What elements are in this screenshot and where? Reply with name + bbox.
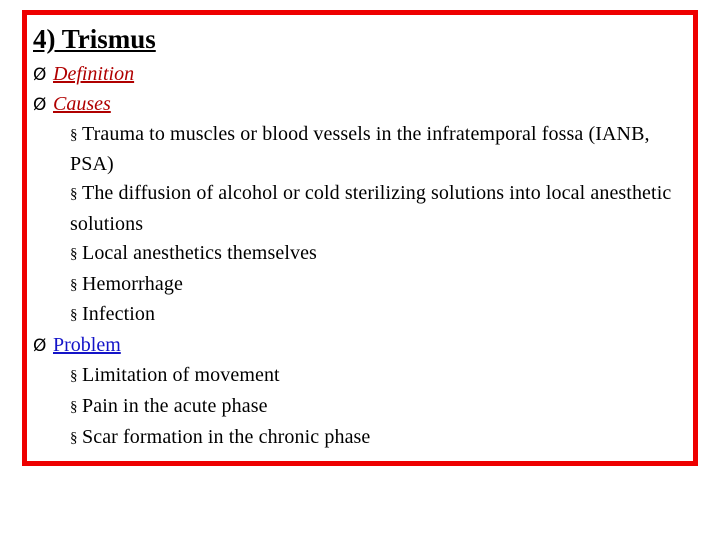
- problem-item: [33, 331, 673, 361]
- cause-item: [70, 300, 673, 331]
- problem-label: Problem: [53, 334, 121, 357]
- cause-text: Local anesthetics themselves: [82, 241, 317, 264]
- problem-text: Limitation of movement: [82, 363, 280, 386]
- cause-item: [70, 120, 673, 180]
- square-bullet-icon: §: [70, 367, 78, 384]
- problem-point: [70, 392, 673, 423]
- square-bullet-icon: §: [70, 276, 78, 293]
- cause-item: [70, 270, 673, 301]
- problem-text: Scar formation in the chronic phase: [82, 425, 371, 448]
- cause-text: The diffusion of alcohol or cold sterilizing solutions into local anesthetic solutions: [70, 182, 672, 235]
- slide-title: 4) Trismus: [33, 24, 156, 54]
- square-bullet-icon: §: [70, 307, 78, 324]
- cause-item: [70, 179, 673, 239]
- arrow-bullet-icon: Ø: [33, 336, 47, 357]
- cause-text: Trauma to muscles or blood vessels in the infratemporal fossa (IANB, PSA): [70, 122, 650, 176]
- square-bullet-icon: §: [70, 398, 78, 415]
- square-bullet-icon: §: [70, 245, 78, 262]
- slide-content: [33, 60, 673, 453]
- square-bullet-icon: §: [70, 186, 78, 203]
- definition-item: [33, 60, 673, 90]
- cause-item: [70, 239, 673, 270]
- square-bullet-icon: §: [70, 126, 78, 143]
- arrow-bullet-icon: Ø: [33, 94, 47, 115]
- arrow-bullet-icon: Ø: [33, 65, 47, 85]
- square-bullet-icon: §: [70, 429, 78, 446]
- problem-point: [70, 361, 673, 392]
- cause-text: Hemorrhage: [82, 272, 183, 295]
- problem-text: Pain in the acute phase: [82, 394, 268, 417]
- causes-label: Causes: [53, 92, 111, 115]
- causes-item: [33, 90, 673, 120]
- definition-label: Definition: [53, 63, 135, 85]
- problem-point: [70, 423, 673, 454]
- cause-text: Infection: [82, 303, 156, 326]
